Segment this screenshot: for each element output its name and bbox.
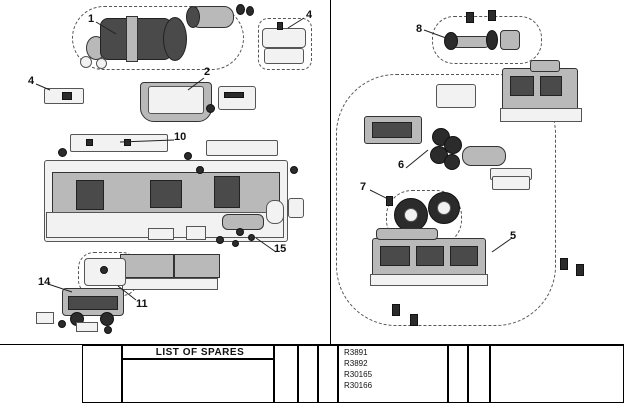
side-bracket-slot (62, 92, 72, 100)
table-cell-col4 (298, 345, 318, 403)
wheel-pin-7 (386, 196, 393, 206)
driving-wheel-left-hub (404, 208, 418, 222)
grille-plate-left (120, 254, 174, 278)
grille-plate-right (174, 254, 220, 278)
running-board-hole-1 (86, 139, 93, 146)
running-board-strip (70, 134, 168, 152)
brake-rod-assembly (222, 214, 264, 230)
cab-roof-panel-lower (264, 48, 304, 64)
detail-pin-15c (216, 236, 224, 244)
smokebox-tube-cap (186, 6, 200, 28)
screw-bottom-c (560, 258, 568, 270)
small-pin-a (236, 4, 245, 15)
axle-collar-8 (500, 30, 520, 50)
callout-11: 11 (136, 298, 148, 310)
callout-8: 8 (416, 23, 423, 35)
lower-chassis-base (370, 274, 488, 286)
loose-pin-3 (196, 166, 204, 174)
gear-housing (436, 84, 476, 108)
chassis-cutout-2 (150, 180, 182, 208)
part-code-2: R3892 (344, 359, 368, 368)
screw-bottom-b (410, 314, 418, 326)
chassis-cutout-1 (76, 180, 104, 210)
callout-4-top: 4 (306, 9, 313, 21)
washer-left (80, 56, 92, 68)
cab-body-window-2 (540, 76, 562, 96)
cab-roof-right (530, 60, 560, 72)
driving-wheel-right-hub (437, 201, 451, 215)
gear-plate (462, 146, 506, 166)
lower-chassis-slot-3 (450, 246, 478, 266)
bogie-wheel-right (100, 312, 114, 326)
vertical-divider-center (330, 0, 331, 345)
cab-roof-panel (262, 28, 306, 48)
list-of-spares-title: LIST OF SPARES (155, 347, 245, 358)
detail-pin-15e (248, 234, 255, 241)
small-clip-14c (76, 322, 98, 332)
small-pin-b (246, 6, 254, 16)
cab-body-window (510, 76, 534, 96)
axle-bearing-8-left (444, 32, 458, 50)
frame-top-rail (206, 140, 278, 156)
loose-pin-4 (290, 166, 298, 174)
tank-fixing-screw (206, 104, 215, 113)
screw-top-right-a (466, 12, 474, 23)
cab-body-base (500, 108, 582, 122)
part-code-4: R30166 (344, 381, 373, 390)
coupling-hook (266, 200, 284, 224)
small-clip-14a (36, 312, 54, 324)
gear-4 (444, 154, 460, 170)
table-cell-spares-body (122, 359, 274, 403)
bunker-step-plate (218, 86, 256, 110)
boiler-band (126, 16, 138, 62)
spares-table (0, 345, 624, 403)
bunker-step-slot (224, 92, 244, 98)
part-code-3: R30165 (344, 370, 373, 379)
detail-part-15a (148, 228, 174, 240)
callout-1: 1 (88, 13, 95, 25)
coupling-bar-5 (376, 228, 438, 240)
axle-bearing-8-right (486, 30, 498, 50)
brake-rod-pin (236, 228, 244, 236)
grille-strip (122, 278, 218, 290)
washer-left-2 (96, 58, 107, 69)
screw-top-right-b (488, 10, 496, 21)
callout-6: 6 (398, 159, 405, 171)
motor-core (372, 122, 412, 138)
loose-pin-2 (184, 152, 192, 160)
screw-bottom-d (576, 264, 584, 276)
small-clip-14b (58, 320, 66, 328)
cab-roof-screw (277, 22, 283, 30)
loose-pin-1 (58, 148, 67, 157)
callout-15: 15 (274, 243, 287, 255)
lower-chassis-slot-1 (380, 246, 410, 266)
detail-pin-15d (232, 240, 239, 247)
side-frame-right (492, 176, 530, 190)
callout-14: 14 (38, 276, 51, 288)
callout-2: 2 (204, 66, 211, 78)
running-board-hole-2 (124, 139, 131, 146)
callout-10: 10 (174, 131, 187, 143)
screw-bottom-a (392, 304, 400, 316)
bogie-side-14 (68, 296, 118, 310)
callout-7: 7 (360, 181, 367, 193)
boiler-rear-cap (163, 17, 187, 61)
buffer-plate (288, 198, 304, 218)
table-cell-col5 (318, 345, 338, 403)
chassis-cutout-3 (214, 176, 240, 208)
table-cell-col7 (448, 345, 468, 403)
callout-4-left: 4 (28, 75, 35, 87)
small-clip-14d (104, 326, 112, 334)
callout-5: 5 (510, 230, 517, 242)
lower-chassis-slot-2 (416, 246, 444, 266)
table-cell-col9 (490, 345, 624, 403)
water-tank-inner (148, 86, 204, 114)
table-cell-col1 (82, 345, 122, 403)
part-code-1: R3891 (344, 348, 368, 357)
table-cell-col8 (468, 345, 490, 403)
table-cell-col3 (274, 345, 298, 403)
detail-part-15b (186, 226, 206, 240)
pickup-screw (100, 266, 108, 274)
